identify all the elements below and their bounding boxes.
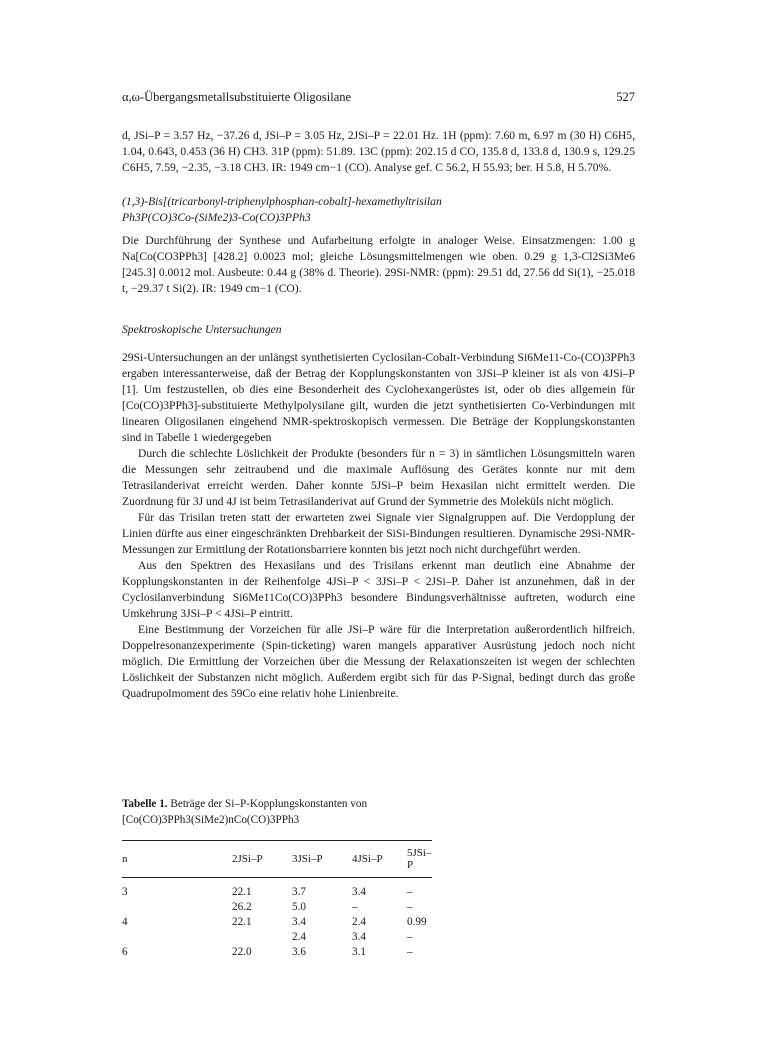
running-title: α,ω-Übergangsmetallsubstituierte Oligosilane [122,90,352,104]
table-row [122,878,432,900]
table-cell: 3.7 [292,885,306,898]
header-cell-2j: 2JSi–P [232,853,263,865]
table-cell: 26.2 [232,900,252,913]
table-cell: 3.1 [352,946,366,959]
compound-entry [122,194,635,297]
compound-description: Die Durchführung der Synthese und Aufarbeitung erfolgte in analoger Weise. Einsatzmengen: 1.00 g Na[Co(CO3PPh3] [428.2] 0.0023 mol; gleiche Lösungsmittelmengen wie oben. 0.29 g 1,3-Cl2Si3Me6 [245.3] 0.0012 mol. Ausbeute: 0.44 g (38% d. Theorie). 29Si-NMR: (ppm): 29.51 dd, 27.56 dd Si(1), −25.018 t, −29.37 t Si(2). IR: 1949 cm−1 (CO). [122,234,635,295]
table-caption-text: Beträge der Si–P-Kopplungskonstanten von [Co(CO)3PPh3(SiMe2)nCo(CO)3PPh3 [122,798,368,826]
table-row [122,930,432,945]
continuation-text: d, JSi–P = 3.57 Hz, −37.26 d, JSi–P = 3.05 Hz, 2JSi–P = 22.01 Hz. 1H (ppm): 7.60 m, 6.97 m (30 H) C6H5, 1.04, 0.643, 0.453 (36 H) CH3. 31P (ppm): 51.89. 13C (ppm): 202.15 d CO, 135.8 d, 133.8 d, 130.9 s, 129.25 C6H5, 7.59, −2.35, −3.18 CH3. IR: 1949 cm−1 (CO). Analyse gef. C 56.2, H 55.93; ber. H 5.8, H 5.70%. [122,129,635,174]
compound-name: (1,3)-Bis[(tricarbonyl-triphenylphosphan-cobalt]-hexamethyltrisilan [122,195,442,208]
table-cell [122,930,232,945]
table-header-row [122,841,432,878]
table-cell: 3.4 [292,915,306,928]
table-cell: 2.4 [352,915,366,928]
table-row [122,945,432,960]
table-cell: 22.1 [232,915,252,928]
continuation-paragraph [122,128,635,176]
table-cell [232,930,292,945]
table-cell: 3 [122,885,128,898]
table-cell: 6 [122,946,128,959]
table-label: Tabelle 1. [122,798,168,810]
table-row [122,914,432,929]
body-paragraph: Eine Bestimmung der Vorzeichen für alle JSi–P wäre für die Interpretation außerordentlich hilfreich. Doppelresonanzexperimente (Spin-ticketing) waren mangels apparativer Ausrüstung jedoch noch nicht möglich. Die Ermittlung der Vorzeichen über die Messung der Relaxationszeiten ist wegen der schlechten Löslichkeit der Substanzen nicht möglich. Außerdem ergibt sich für das P-Signal, bedingt durch das große Quadrupolmoment des 59Co eine relativ hohe Linienbreite. [122,623,635,700]
table-cell: 3.4 [352,885,366,898]
table-cell: – [352,900,358,913]
section-spectroscopy [122,322,635,338]
body-paragraph: Für das Trisilan treten statt der erwarteten zwei Signale vier Signalgruppen auf. Die Verdopplung der Linien dürfte aus einer eingeschränkten Drehbarkeit der SiSi-Bindungen resultieren. Dynamische 29Si-NMR-Messungen zur Ermittlung der Rotationsbarriere konnten bis jetzt noch nicht durchgeführt werden. [122,511,635,556]
table-cell: 3.4 [352,931,366,944]
table-cell: 22.1 [232,885,252,898]
body-paragraph: Durch die schlechte Löslichkeit der Produkte (besonders für n = 3) in sämtlichen Lösungsmitteln waren die Messungen sehr zeitraubend und die maximale Auflösung des Gerätes konnte nur mit dem Tetrasilanderivat erreicht werden. Daher konnte 5JSi–P beim Hexasilan nicht ermittelt werden. Die Zuordnung für 3J und 4J ist beim Tetrasilanderivat auf Grund der Symmetrie des Moleküls nicht möglich. [122,447,635,508]
coupling-constants-table [122,840,432,960]
table-1 [122,796,432,960]
table-cell: 3.6 [292,946,306,959]
table-cell: 22.0 [232,946,252,959]
table-cell: 5.0 [292,900,306,913]
table-cell: – [407,931,413,944]
section-body [122,350,635,702]
table-cell: – [407,885,413,898]
table-cell: 0.99 [407,915,427,928]
running-header [122,90,635,105]
table-cell: – [407,946,413,959]
table-caption [122,796,432,828]
header-cell-3j: 3JSi–P [292,853,323,865]
header-cell-5j: 5JSi–P [407,847,432,871]
table-cell [122,899,232,914]
body-paragraph: Aus den Spektren des Hexasilans und des Trisilans erkennt man deutlich eine Abnahme der Kopplungskonstanten in der Reihenfolge 4JSi–P < 3JSi–P < 2JSi–P. Daher ist anzunehmen, daß in der Cyclosilanverbindung Si6Me11Co(CO)3PPh3 besondere Bindungsverhältnisse auftreten, wodurch eine Umkehrung 3JSi–P < 4JSi–P eintritt. [122,559,635,620]
compound-formula: Ph3P(CO)3Co-(SiMe2)3-Co(CO)3PPh3 [122,211,311,224]
table-cell: 2.4 [292,931,306,944]
table-cell: – [407,900,413,913]
header-cell-n: n [122,853,128,865]
page-number: 527 [616,90,635,104]
table-row [122,899,432,914]
table-cell: 4 [122,915,128,928]
header-cell-4j: 4JSi–P [352,853,383,865]
section-heading: Spektroskopische Untersuchungen [122,323,282,336]
body-paragraph: 29Si-Untersuchungen an der unlängst synthetisierten Cyclosilan-Cobalt-Verbindung Si6Me11-Co-(CO)3PPh3 ergaben interessanterweise, daß der Betrag der Kopplungskonstanten von 3JSi–P kleiner ist als von 4JSi–P [1]. Um festzustellen, ob dies eine Besonderheit des Cyclohexangerüstes ist, oder ob dies allgemein für [Co(CO)3PPh3]-substituierte Methylpolysilane gilt, wurden die jetzt synthetisierten Co-Verbindungen mit linearen Oligosilanen eingehend NMR-spektroskopisch vermessen. Die Beträge der Kopplungskonstanten sind in Tabelle 1 wiedergegeben [122,351,635,444]
